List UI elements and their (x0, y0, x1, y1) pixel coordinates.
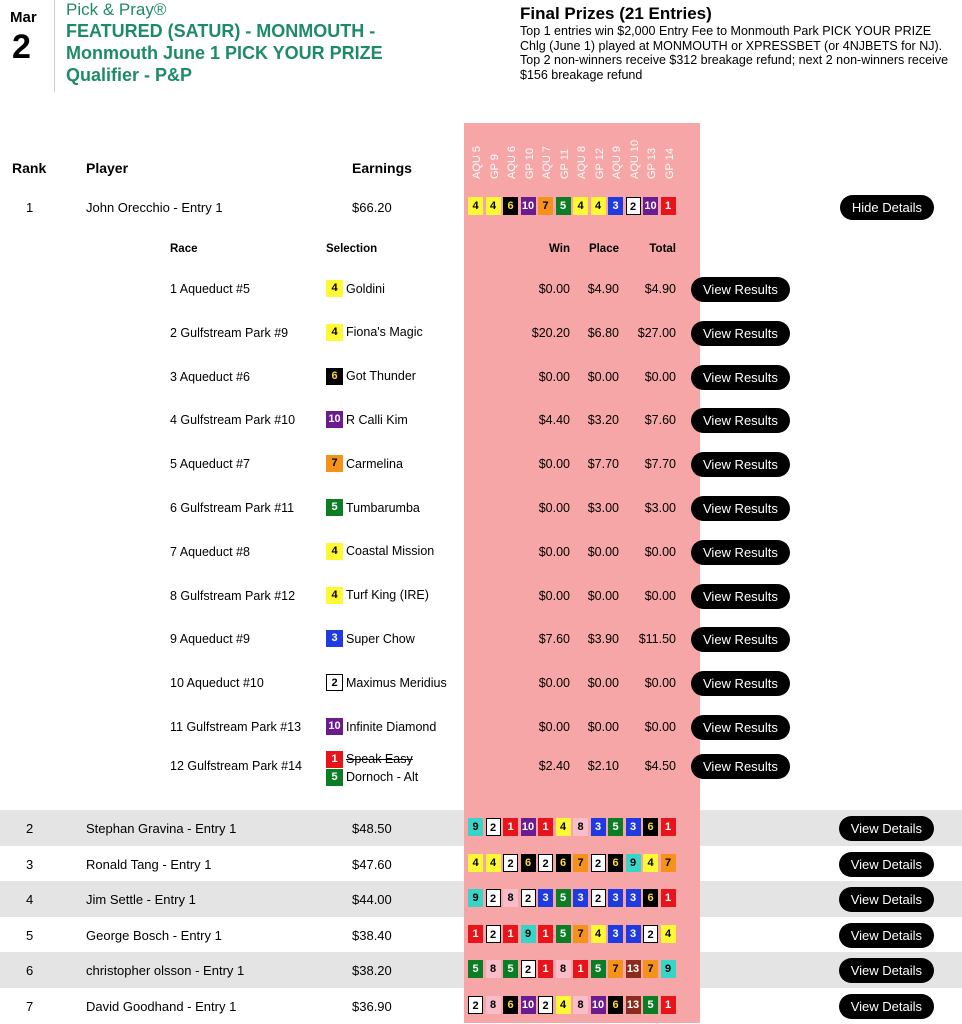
detail-selection (326, 368, 416, 385)
program-number-badge: 7 (573, 854, 588, 872)
race-column-label: AQU 7 (541, 145, 553, 179)
program-number-badge: 4 (643, 854, 658, 872)
date-day: 2 (12, 28, 31, 66)
player-earnings: $47.60 (352, 856, 392, 872)
player-header: Player (86, 160, 129, 176)
detail-place: $0.00 (587, 720, 619, 734)
player-picks (468, 996, 678, 1014)
program-number-badge: 8 (556, 960, 571, 978)
program-number-badge: 7 (608, 960, 623, 978)
detail-place: $2.10 (587, 758, 619, 773)
detail-row (0, 316, 962, 360)
table-row (0, 952, 962, 988)
contest-name: FEATURED (SATUR) - MONMOUTH - Monmouth June 1 PICK YOUR PRIZE Qualifier - P&P (66, 21, 383, 85)
horse-name: Tumbarumba (346, 500, 420, 515)
program-number-badge: 3 (573, 889, 588, 907)
program-number-badge: 4 (326, 543, 343, 560)
view-results-button[interactable]: View Results (691, 540, 790, 565)
program-number-badge: 3 (326, 630, 343, 647)
race-column-label: AQU 5 (471, 145, 483, 179)
detail-header-total: Total (649, 243, 676, 255)
program-number-badge: 4 (326, 587, 343, 604)
view-results-button[interactable]: View Results (691, 365, 790, 390)
detail-race: 7 Aqueduct #8 (170, 544, 250, 559)
detail-total: $0.00 (644, 676, 676, 691)
detail-row (0, 666, 962, 710)
program-number-badge: 4 (591, 925, 606, 943)
program-number-badge: 4 (326, 324, 343, 341)
program-number-badge: 3 (626, 925, 641, 943)
program-number-badge: 6 (643, 818, 658, 836)
detail-place: $0.00 (587, 588, 619, 603)
prizes-panel (520, 4, 960, 82)
program-number-badge: 3 (608, 925, 623, 943)
detail-selection (326, 674, 447, 691)
detail-race: 4 Gulfstream Park #10 (170, 413, 296, 428)
hide-details-button[interactable]: Hide Details (840, 195, 934, 220)
player-picks (468, 889, 678, 907)
detail-place: $0.00 (587, 676, 619, 691)
player-rank: 2 (26, 821, 34, 836)
detail-selection (326, 751, 413, 768)
detail-win: $0.00 (538, 457, 570, 472)
detail-row (0, 360, 962, 404)
detail-race: 1 Aqueduct #5 (170, 282, 250, 296)
program-number-badge: 10 (326, 411, 343, 428)
view-details-button[interactable]: View Details (839, 852, 934, 877)
player-rank: 3 (26, 856, 34, 872)
detail-place: $7.70 (587, 457, 619, 472)
detail-header-win: Win (549, 243, 570, 255)
detail-selection (326, 587, 429, 604)
horse-name: Infinite Diamond (346, 719, 437, 734)
program-number-badge: 13 (626, 996, 641, 1014)
detail-place: $4.90 (587, 282, 619, 296)
contest-title (66, 0, 456, 86)
player-name: Stephan Gravina - Entry 1 (86, 821, 237, 836)
view-results-button[interactable]: View Results (691, 715, 790, 740)
program-number-badge: 2 (503, 854, 518, 872)
view-results-button[interactable]: View Results (691, 496, 790, 521)
program-number-badge: 3 (538, 889, 553, 907)
race-column-label: AQU 6 (506, 145, 518, 179)
detail-row (0, 579, 962, 623)
program-number-badge: 9 (626, 854, 641, 872)
program-number-badge: 1 (661, 818, 676, 836)
detail-total: $4.90 (644, 282, 676, 296)
date-box (0, 0, 55, 92)
detail-total: $0.00 (644, 369, 676, 384)
detail-place: $0.00 (587, 369, 619, 384)
program-number-badge: 3 (591, 818, 606, 836)
program-number-badge: 9 (661, 960, 676, 978)
program-number-badge: 7 (538, 197, 553, 215)
detail-header-selection: Selection (326, 243, 378, 255)
view-results-button[interactable]: View Results (691, 754, 790, 779)
program-number-badge: 5 (556, 197, 571, 215)
player-name: christopher olsson - Entry 1 (86, 963, 245, 978)
program-number-badge: 10 (521, 818, 536, 836)
view-results-button[interactable]: View Results (691, 408, 790, 433)
detail-total: $11.50 (638, 632, 676, 647)
detail-selection (326, 630, 415, 647)
race-column-label: GP 14 (663, 148, 676, 179)
player-picks (468, 197, 678, 215)
detail-header-race: Race (170, 243, 198, 255)
program-number-badge: 1 (538, 925, 553, 943)
detail-selection (326, 718, 436, 735)
program-number-badge: 6 (326, 368, 343, 385)
program-number-badge: 5 (468, 960, 483, 978)
program-number-badge: 1 (468, 925, 483, 943)
view-results-button[interactable]: View Results (691, 584, 790, 609)
detail-win: $0.00 (538, 282, 570, 296)
program-number-badge: 4 (573, 197, 588, 215)
program-number-badge: 5 (556, 889, 571, 907)
detail-win: $0.00 (538, 720, 570, 734)
view-results-button[interactable]: View Results (691, 321, 790, 346)
program-number-badge: 3 (626, 889, 641, 907)
detail-header-place: Place (588, 243, 619, 255)
detail-row (0, 491, 962, 535)
player-earnings: $48.50 (352, 821, 392, 836)
detail-selection (326, 324, 423, 341)
detail-row (0, 272, 962, 316)
program-number-badge: 8 (573, 818, 588, 836)
view-details-button[interactable]: View Details (839, 816, 934, 841)
program-number-badge: 4 (556, 996, 571, 1014)
horse-name: Fiona's Magic (346, 325, 423, 340)
program-number-badge: 6 (521, 854, 536, 872)
horse-name: Coastal Mission (346, 544, 435, 559)
program-number-badge: 13 (626, 960, 641, 978)
player-name: Jim Settle - Entry 1 (86, 892, 196, 907)
program-number-badge: 2 (626, 197, 641, 215)
detail-row (0, 754, 962, 798)
detail-place: $6.80 (587, 325, 619, 340)
program-number-badge: 10 (521, 197, 536, 215)
player-rank: 1 (26, 200, 34, 215)
detail-win: $0.00 (538, 544, 570, 559)
program-number-badge: 4 (486, 854, 501, 872)
program-number-badge: 5 (326, 499, 343, 516)
detail-total: $4.50 (644, 758, 676, 773)
program-number-badge: 8 (486, 996, 501, 1014)
program-number-badge: 3 (608, 889, 623, 907)
program-number-badge: 3 (608, 197, 623, 215)
view-details-button[interactable]: View Details (839, 994, 934, 1019)
detail-row (0, 622, 962, 666)
view-results-button[interactable]: View Results (691, 671, 790, 696)
program-number-badge: 4 (326, 280, 343, 297)
detail-win: $7.60 (538, 632, 570, 647)
program-number-badge: 7 (573, 925, 588, 943)
player-picks (468, 925, 678, 943)
detail-selection-alt (326, 769, 418, 786)
detail-place: $3.20 (587, 413, 619, 428)
detail-place: $3.00 (587, 501, 619, 515)
view-details-button[interactable]: View Details (839, 958, 934, 983)
program-number-badge: 2 (486, 818, 501, 836)
program-number-badge: 9 (468, 818, 483, 836)
program-number-badge: 1 (661, 996, 676, 1014)
horse-name-scratched: Speak Easy (346, 752, 413, 767)
detail-row (0, 535, 962, 579)
player-earnings: $38.40 (352, 927, 392, 943)
detail-win: $0.00 (538, 588, 570, 603)
program-number-badge: 2 (468, 996, 483, 1014)
player-name: David Goodhand - Entry 1 (86, 998, 237, 1014)
detail-selection (326, 543, 434, 560)
program-number-badge: 4 (486, 197, 501, 215)
player-earnings: $66.20 (352, 200, 392, 215)
player-picks (468, 818, 678, 836)
program-number-badge: 6 (608, 854, 623, 872)
earnings-header: Earnings (352, 160, 412, 176)
program-number-badge: 2 (521, 889, 536, 907)
program-number-badge: 9 (521, 925, 536, 943)
race-column-label: AQU 8 (576, 145, 588, 179)
horse-name: Super Chow (346, 631, 415, 646)
horse-name: R Calli Kim (346, 412, 408, 427)
program-number-badge: 1 (503, 818, 518, 836)
program-number-badge: 2 (486, 889, 501, 907)
race-header (464, 123, 700, 185)
table-row (0, 189, 962, 225)
horse-name: Goldini (346, 281, 385, 296)
program-number-badge: 8 (503, 889, 518, 907)
detail-selection (326, 411, 408, 428)
program-number-badge: 4 (468, 854, 483, 872)
program-number-badge: 2 (591, 854, 606, 872)
table-row (0, 988, 962, 1024)
program-number-badge: 4 (591, 197, 606, 215)
detail-win: $2.40 (538, 758, 570, 773)
program-number-badge: 2 (521, 960, 536, 978)
program-number-badge: 5 (608, 818, 623, 836)
program-number-badge: 5 (556, 925, 571, 943)
detail-win: $0.00 (538, 501, 570, 515)
program-number-badge: 2 (486, 925, 501, 943)
view-results-button[interactable]: View Results (691, 627, 790, 652)
program-number-badge: 8 (486, 960, 501, 978)
program-number-badge: 5 (503, 960, 518, 978)
detail-total: $0.00 (644, 720, 676, 734)
program-number-badge: 7 (643, 960, 658, 978)
detail-win: $0.00 (538, 369, 570, 384)
program-number-badge: 2 (643, 925, 658, 943)
program-number-badge: 4 (468, 197, 483, 215)
program-number-badge: 1 (503, 925, 518, 943)
detail-race: 5 Aqueduct #7 (170, 457, 250, 472)
program-number-badge: 2 (538, 996, 553, 1014)
detail-place: $3.90 (587, 632, 619, 647)
program-number-badge: 2 (326, 674, 343, 691)
program-number-badge: 4 (661, 925, 676, 943)
date-month: Mar (10, 9, 37, 26)
race-column-label: GP 9 (488, 154, 501, 179)
detail-win: $4.40 (538, 413, 570, 428)
detail-selection (326, 455, 403, 472)
detail-race: 11 Gulfstream Park #13 (170, 720, 302, 734)
detail-total: $3.00 (644, 501, 676, 515)
player-name: Ronald Tang - Entry 1 (86, 856, 212, 872)
horse-name: Dornoch - Alt (346, 770, 419, 785)
detail-row (0, 710, 962, 754)
detail-race: 8 Gulfstream Park #12 (170, 588, 296, 603)
program-number-badge: 3 (626, 818, 641, 836)
detail-race: 10 Aqueduct #10 (170, 676, 264, 691)
detail-race: 9 Aqueduct #9 (170, 632, 250, 647)
program-number-badge: 1 (538, 818, 553, 836)
race-column-label: GP 10 (523, 148, 536, 179)
view-details-button[interactable]: View Details (839, 887, 934, 912)
race-column-label: GP 11 (558, 148, 571, 179)
program-number-badge: 8 (573, 996, 588, 1014)
program-number-badge: 6 (643, 889, 658, 907)
table-row (0, 810, 962, 846)
detail-total: $0.00 (644, 544, 676, 559)
program-number-badge: 5 (591, 960, 606, 978)
program-number-badge: 6 (503, 996, 518, 1014)
program-number-badge: 1 (661, 889, 676, 907)
program-number-badge: 7 (661, 854, 676, 872)
program-number-badge: 10 (643, 197, 658, 215)
player-picks (468, 960, 678, 978)
program-number-badge: 10 (521, 996, 536, 1014)
program-number-badge: 1 (538, 960, 553, 978)
program-number-badge: 10 (591, 996, 606, 1014)
detail-total: $7.70 (644, 457, 676, 472)
race-column-label: GP 12 (593, 148, 606, 179)
race-column-label: AQU 9 (611, 145, 623, 179)
table-row (0, 917, 962, 953)
player-earnings: $38.20 (352, 963, 392, 978)
player-rank: 5 (26, 927, 34, 943)
program-number-badge: 4 (556, 818, 571, 836)
horse-name: Got Thunder (346, 369, 416, 384)
player-rank: 4 (26, 892, 34, 907)
detail-row (0, 447, 962, 491)
player-name: George Bosch - Entry 1 (86, 927, 222, 943)
program-number-badge: 5 (326, 769, 343, 786)
detail-selection (326, 280, 385, 297)
view-details-button[interactable]: View Details (839, 923, 934, 948)
program-number-badge: 5 (643, 996, 658, 1014)
program-number-badge: 6 (503, 197, 518, 215)
detail-win: $0.00 (538, 676, 570, 691)
prizes-title: Final Prizes (21 Entries) (520, 4, 712, 23)
race-column-label: GP 13 (646, 148, 658, 179)
prizes-description: Top 1 entries win $2,000 Entry Fee to Monmouth Park PICK YOUR PRIZE Chlg (June 1) played at MONMOUTH or XPRESSBET (or 4NJBETS for NJ). Top 2 non-winners receive $312 breakage refund; next 2 non-winners receive $156 breakage refund (520, 24, 949, 82)
horse-name: Carmelina (346, 456, 403, 471)
player-rank: 6 (26, 963, 34, 978)
horse-name: Turf King (IRE) (346, 588, 429, 603)
detail-total: $7.60 (644, 413, 676, 428)
table-row (0, 881, 962, 917)
race-column-label: AQU 10 (628, 139, 641, 179)
horse-name: Maximus Meridius (346, 675, 447, 690)
program-number-badge: 1 (326, 751, 343, 768)
program-number-badge: 2 (538, 854, 553, 872)
detail-race: 2 Gulfstream Park #9 (170, 325, 289, 340)
brand-name: Pick & Pray® (66, 0, 167, 19)
detail-place: $0.00 (587, 544, 619, 559)
program-number-badge: 1 (573, 960, 588, 978)
program-number-badge: 10 (326, 718, 343, 735)
view-results-button[interactable]: View Results (691, 277, 790, 302)
program-number-badge: 7 (326, 455, 343, 472)
program-number-badge: 6 (556, 854, 571, 872)
detail-selection (326, 499, 420, 516)
player-picks (468, 854, 678, 872)
player-name: John Orecchio - Entry 1 (86, 200, 223, 215)
detail-win: $20.20 (531, 325, 570, 340)
player-earnings: $36.90 (352, 998, 392, 1014)
program-number-badge: 2 (591, 889, 606, 907)
rank-header: Rank (12, 160, 47, 176)
detail-race: 12 Gulfstream Park #14 (170, 758, 303, 773)
detail-total: $0.00 (644, 588, 676, 603)
program-number-badge: 6 (608, 996, 623, 1014)
detail-race: 6 Gulfstream Park #11 (170, 501, 295, 515)
player-rank: 7 (26, 998, 34, 1014)
view-results-button[interactable]: View Results (691, 452, 790, 477)
player-earnings: $44.00 (352, 892, 392, 907)
detail-total: $27.00 (637, 325, 676, 340)
program-number-badge: 9 (468, 889, 483, 907)
detail-row (0, 403, 962, 447)
program-number-badge: 1 (661, 197, 676, 215)
detail-race: 3 Aqueduct #6 (170, 369, 250, 384)
table-row (0, 846, 962, 882)
